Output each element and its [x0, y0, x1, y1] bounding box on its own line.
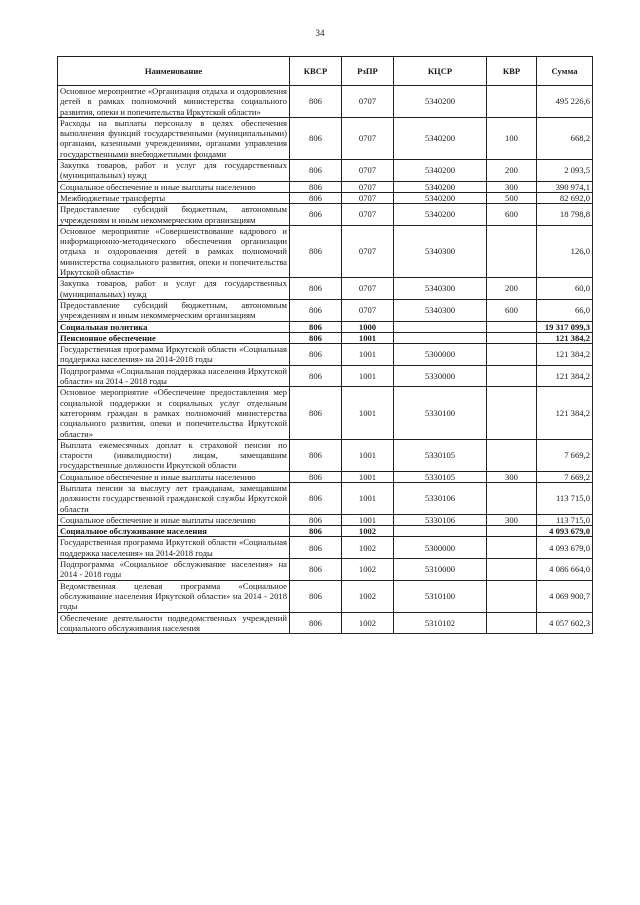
cell-kvsr: 806 — [290, 471, 342, 482]
cell-kcsr: 5310100 — [394, 580, 487, 612]
cell-sum: 18 798,8 — [537, 204, 593, 226]
cell-kvr — [487, 580, 537, 612]
cell-name: Предоставление субсидий бюджетным, автономным учреждениям и иным некоммерческим организациям — [58, 299, 290, 321]
cell-sum: 7 669,2 — [537, 471, 593, 482]
cell-rzpr: 1001 — [342, 471, 394, 482]
cell-kcsr: 5340300 — [394, 278, 487, 300]
table-row — [58, 526, 593, 537]
cell-rzpr: 1002 — [342, 612, 394, 634]
cell-name: Подпрограмма «Социальная поддержка населения Иркутской области» на 2014 - 2018 годы — [58, 365, 290, 387]
cell-name: Закупка товаров, работ и услуг для государственных (муниципальных) нужд — [58, 160, 290, 182]
cell-sum: 7 669,2 — [537, 439, 593, 471]
cell-name: Закупка товаров, работ и услуг для государственных (муниципальных) нужд — [58, 278, 290, 300]
cell-sum: 121 384,2 — [537, 344, 593, 366]
cell-sum: 121 384,2 — [537, 365, 593, 387]
table-row — [58, 117, 593, 159]
cell-name: Ведомственная целевая программа «Социальное обслуживание населения Иркутской области» на 2014 - 2018 годы — [58, 580, 290, 612]
cell-rzpr: 1001 — [342, 514, 394, 525]
cell-kcsr — [394, 526, 487, 537]
cell-kcsr: 5340200 — [394, 181, 487, 192]
cell-kvsr: 806 — [290, 537, 342, 559]
header-rzpr: РзПР — [342, 57, 394, 86]
cell-kvsr: 806 — [290, 439, 342, 471]
cell-kcsr: 5340200 — [394, 192, 487, 203]
cell-sum: 4 069 900,7 — [537, 580, 593, 612]
cell-sum: 121 384,2 — [537, 332, 593, 343]
cell-name: Выплата ежемесячных доплат к страховой пенсии по старости (инвалидности) лицам, замещавшим государственные должности Иркутской области — [58, 439, 290, 471]
cell-kvsr: 806 — [290, 612, 342, 634]
cell-name: Расходы на выплаты персоналу в целях обеспечения выполнения функций государственными (муниципальными) органами, казенными учреждениями, органами управления государственными внебюджетными фондами — [58, 117, 290, 159]
cell-kvsr: 806 — [290, 526, 342, 537]
cell-sum: 4 093 679,0 — [537, 526, 593, 537]
cell-name: Социальное обеспечение и иные выплаты населению — [58, 181, 290, 192]
table-row — [58, 86, 593, 118]
cell-kvsr: 806 — [290, 160, 342, 182]
cell-kvr: 300 — [487, 514, 537, 525]
cell-name: Государственная программа Иркутской области «Социальная поддержка населения» на 2014-2018 годы — [58, 537, 290, 559]
cell-kcsr: 5330105 — [394, 471, 487, 482]
cell-kvr — [487, 439, 537, 471]
cell-kcsr: 5300000 — [394, 537, 487, 559]
header-kvsr: КВСР — [290, 57, 342, 86]
cell-kvsr: 806 — [290, 559, 342, 581]
cell-kvsr: 806 — [290, 278, 342, 300]
cell-rzpr: 1001 — [342, 387, 394, 439]
cell-kvsr: 806 — [290, 117, 342, 159]
cell-rzpr: 1001 — [342, 332, 394, 343]
cell-name: Межбюджетные трансферты — [58, 192, 290, 203]
cell-name: Социальная политика — [58, 321, 290, 332]
cell-rzpr: 1002 — [342, 580, 394, 612]
cell-kvr — [487, 365, 537, 387]
cell-kcsr: 5330105 — [394, 439, 487, 471]
cell-kvsr: 806 — [290, 482, 342, 514]
header-kvr: КВР — [487, 57, 537, 86]
cell-name: Социальное обслуживание населения — [58, 526, 290, 537]
cell-kvsr: 806 — [290, 181, 342, 192]
table-row — [58, 321, 593, 332]
table-header-row — [58, 57, 593, 86]
cell-kvr — [487, 225, 537, 277]
cell-kvsr: 806 — [290, 332, 342, 343]
cell-kvr: 300 — [487, 471, 537, 482]
table-row — [58, 299, 593, 321]
table-row — [58, 559, 593, 581]
cell-sum: 495 226,6 — [537, 86, 593, 118]
cell-kvr: 500 — [487, 192, 537, 203]
cell-kvr — [487, 612, 537, 634]
cell-sum: 2 093,5 — [537, 160, 593, 182]
cell-name: Основное мероприятие «Совершенствование кадрового и информационно-методического обеспечения организации отдыха и оздоровления детей в рамках полномочий министерства социального развития, опеки и попечительства Иркутской области» — [58, 225, 290, 277]
cell-kvsr: 806 — [290, 225, 342, 277]
cell-kcsr: 5330106 — [394, 482, 487, 514]
cell-sum: 126,0 — [537, 225, 593, 277]
cell-kcsr: 5340200 — [394, 86, 487, 118]
cell-kvsr: 806 — [290, 344, 342, 366]
cell-rzpr: 1002 — [342, 559, 394, 581]
cell-rzpr: 1002 — [342, 537, 394, 559]
table-row — [58, 439, 593, 471]
cell-kvsr: 806 — [290, 365, 342, 387]
table-row — [58, 225, 593, 277]
cell-rzpr: 1000 — [342, 321, 394, 332]
cell-kvr: 200 — [487, 278, 537, 300]
cell-kcsr: 5340300 — [394, 225, 487, 277]
cell-kvr — [487, 482, 537, 514]
page-number: 34 — [315, 28, 325, 38]
cell-kcsr: 5330100 — [394, 387, 487, 439]
cell-kvr: 300 — [487, 181, 537, 192]
cell-sum: 60,0 — [537, 278, 593, 300]
cell-kvsr: 806 — [290, 387, 342, 439]
cell-kvr — [487, 526, 537, 537]
cell-name: Подпрограмма «Социальное обслуживание населения» на 2014 - 2018 годы — [58, 559, 290, 581]
cell-rzpr: 1001 — [342, 365, 394, 387]
cell-kvr: 600 — [487, 204, 537, 226]
cell-rzpr: 0707 — [342, 192, 394, 203]
cell-sum: 113 715,0 — [537, 514, 593, 525]
table-row — [58, 204, 593, 226]
cell-kvr — [487, 559, 537, 581]
cell-rzpr: 0707 — [342, 160, 394, 182]
cell-sum: 4 093 679,0 — [537, 537, 593, 559]
table-row — [58, 612, 593, 634]
table-row — [58, 278, 593, 300]
cell-rzpr: 0707 — [342, 225, 394, 277]
budget-table — [57, 56, 593, 634]
cell-sum: 4 057 602,3 — [537, 612, 593, 634]
cell-name: Социальное обеспечение и иные выплаты населению — [58, 514, 290, 525]
cell-kvr — [487, 86, 537, 118]
table-row — [58, 537, 593, 559]
cell-name: Государственная программа Иркутской области «Социальная поддержка населения» на 2014-2018 годы — [58, 344, 290, 366]
cell-name: Выплата пенсии за выслугу лет гражданам, замещавшим должности государственной гражданской службы Иркутской области — [58, 482, 290, 514]
table-row — [58, 160, 593, 182]
cell-sum: 66,0 — [537, 299, 593, 321]
cell-kvsr: 806 — [290, 514, 342, 525]
cell-name: Обеспечение деятельности подведомственных учреждений социального обслуживания населения — [58, 612, 290, 634]
header-kcsr: КЦСР — [394, 57, 487, 86]
cell-name: Пенсионное обеспечение — [58, 332, 290, 343]
cell-kvr — [487, 321, 537, 332]
table-row — [58, 580, 593, 612]
cell-kcsr: 5340200 — [394, 204, 487, 226]
cell-rzpr: 1001 — [342, 344, 394, 366]
cell-rzpr: 0707 — [342, 278, 394, 300]
cell-kcsr: 5340200 — [394, 160, 487, 182]
cell-kvsr: 806 — [290, 192, 342, 203]
cell-sum: 82 692,0 — [537, 192, 593, 203]
cell-kvr: 200 — [487, 160, 537, 182]
cell-rzpr: 1001 — [342, 482, 394, 514]
cell-rzpr: 0707 — [342, 117, 394, 159]
cell-kcsr: 5310102 — [394, 612, 487, 634]
cell-kcsr: 5300000 — [394, 344, 487, 366]
cell-kcsr: 5310000 — [394, 559, 487, 581]
table-row — [58, 181, 593, 192]
cell-kcsr: 5330000 — [394, 365, 487, 387]
table-row — [58, 192, 593, 203]
cell-kvr: 100 — [487, 117, 537, 159]
cell-kcsr: 5340300 — [394, 299, 487, 321]
cell-rzpr: 0707 — [342, 204, 394, 226]
cell-kvr — [487, 537, 537, 559]
header-name: Наименование — [58, 57, 290, 86]
cell-kvr — [487, 387, 537, 439]
cell-sum: 4 086 664,0 — [537, 559, 593, 581]
header-sum: Сумма — [537, 57, 593, 86]
cell-kvsr: 806 — [290, 321, 342, 332]
cell-name: Предоставление субсидий бюджетным, автономным учреждениям и иным некоммерческим организациям — [58, 204, 290, 226]
cell-kvr — [487, 344, 537, 366]
table-row — [58, 482, 593, 514]
table-row — [58, 387, 593, 439]
cell-kvsr: 806 — [290, 86, 342, 118]
table-body — [58, 86, 593, 634]
cell-kvr — [487, 332, 537, 343]
cell-sum: 121 384,2 — [537, 387, 593, 439]
cell-rzpr: 1002 — [342, 526, 394, 537]
cell-kvsr: 806 — [290, 204, 342, 226]
cell-kvsr: 806 — [290, 580, 342, 612]
cell-name: Социальное обеспечение и иные выплаты населению — [58, 471, 290, 482]
table-row — [58, 344, 593, 366]
cell-kvr: 600 — [487, 299, 537, 321]
cell-rzpr: 1001 — [342, 439, 394, 471]
table-row — [58, 471, 593, 482]
cell-kcsr — [394, 332, 487, 343]
cell-kcsr — [394, 321, 487, 332]
cell-kcsr: 5340200 — [394, 117, 487, 159]
cell-kcsr: 5330106 — [394, 514, 487, 525]
cell-kvsr: 806 — [290, 299, 342, 321]
cell-sum: 19 317 099,3 — [537, 321, 593, 332]
cell-name: Основное мероприятие «Обеспечение предоставления мер социальной поддержки и социальных услуг отдельным категориям граждан в рамках полномочий министерства социального развития, опеки и попечительства Иркутской области» — [58, 387, 290, 439]
cell-sum: 668,2 — [537, 117, 593, 159]
cell-rzpr: 0707 — [342, 299, 394, 321]
cell-sum: 113 715,0 — [537, 482, 593, 514]
table-row — [58, 365, 593, 387]
table-row — [58, 332, 593, 343]
cell-name: Основное мероприятие «Организация отдыха и оздоровления детей в рамках полномочий министерства социального развития, опеки и попечительства Иркутской области» — [58, 86, 290, 118]
table-row — [58, 514, 593, 525]
cell-sum: 390 974,1 — [537, 181, 593, 192]
cell-rzpr: 0707 — [342, 86, 394, 118]
cell-rzpr: 0707 — [342, 181, 394, 192]
